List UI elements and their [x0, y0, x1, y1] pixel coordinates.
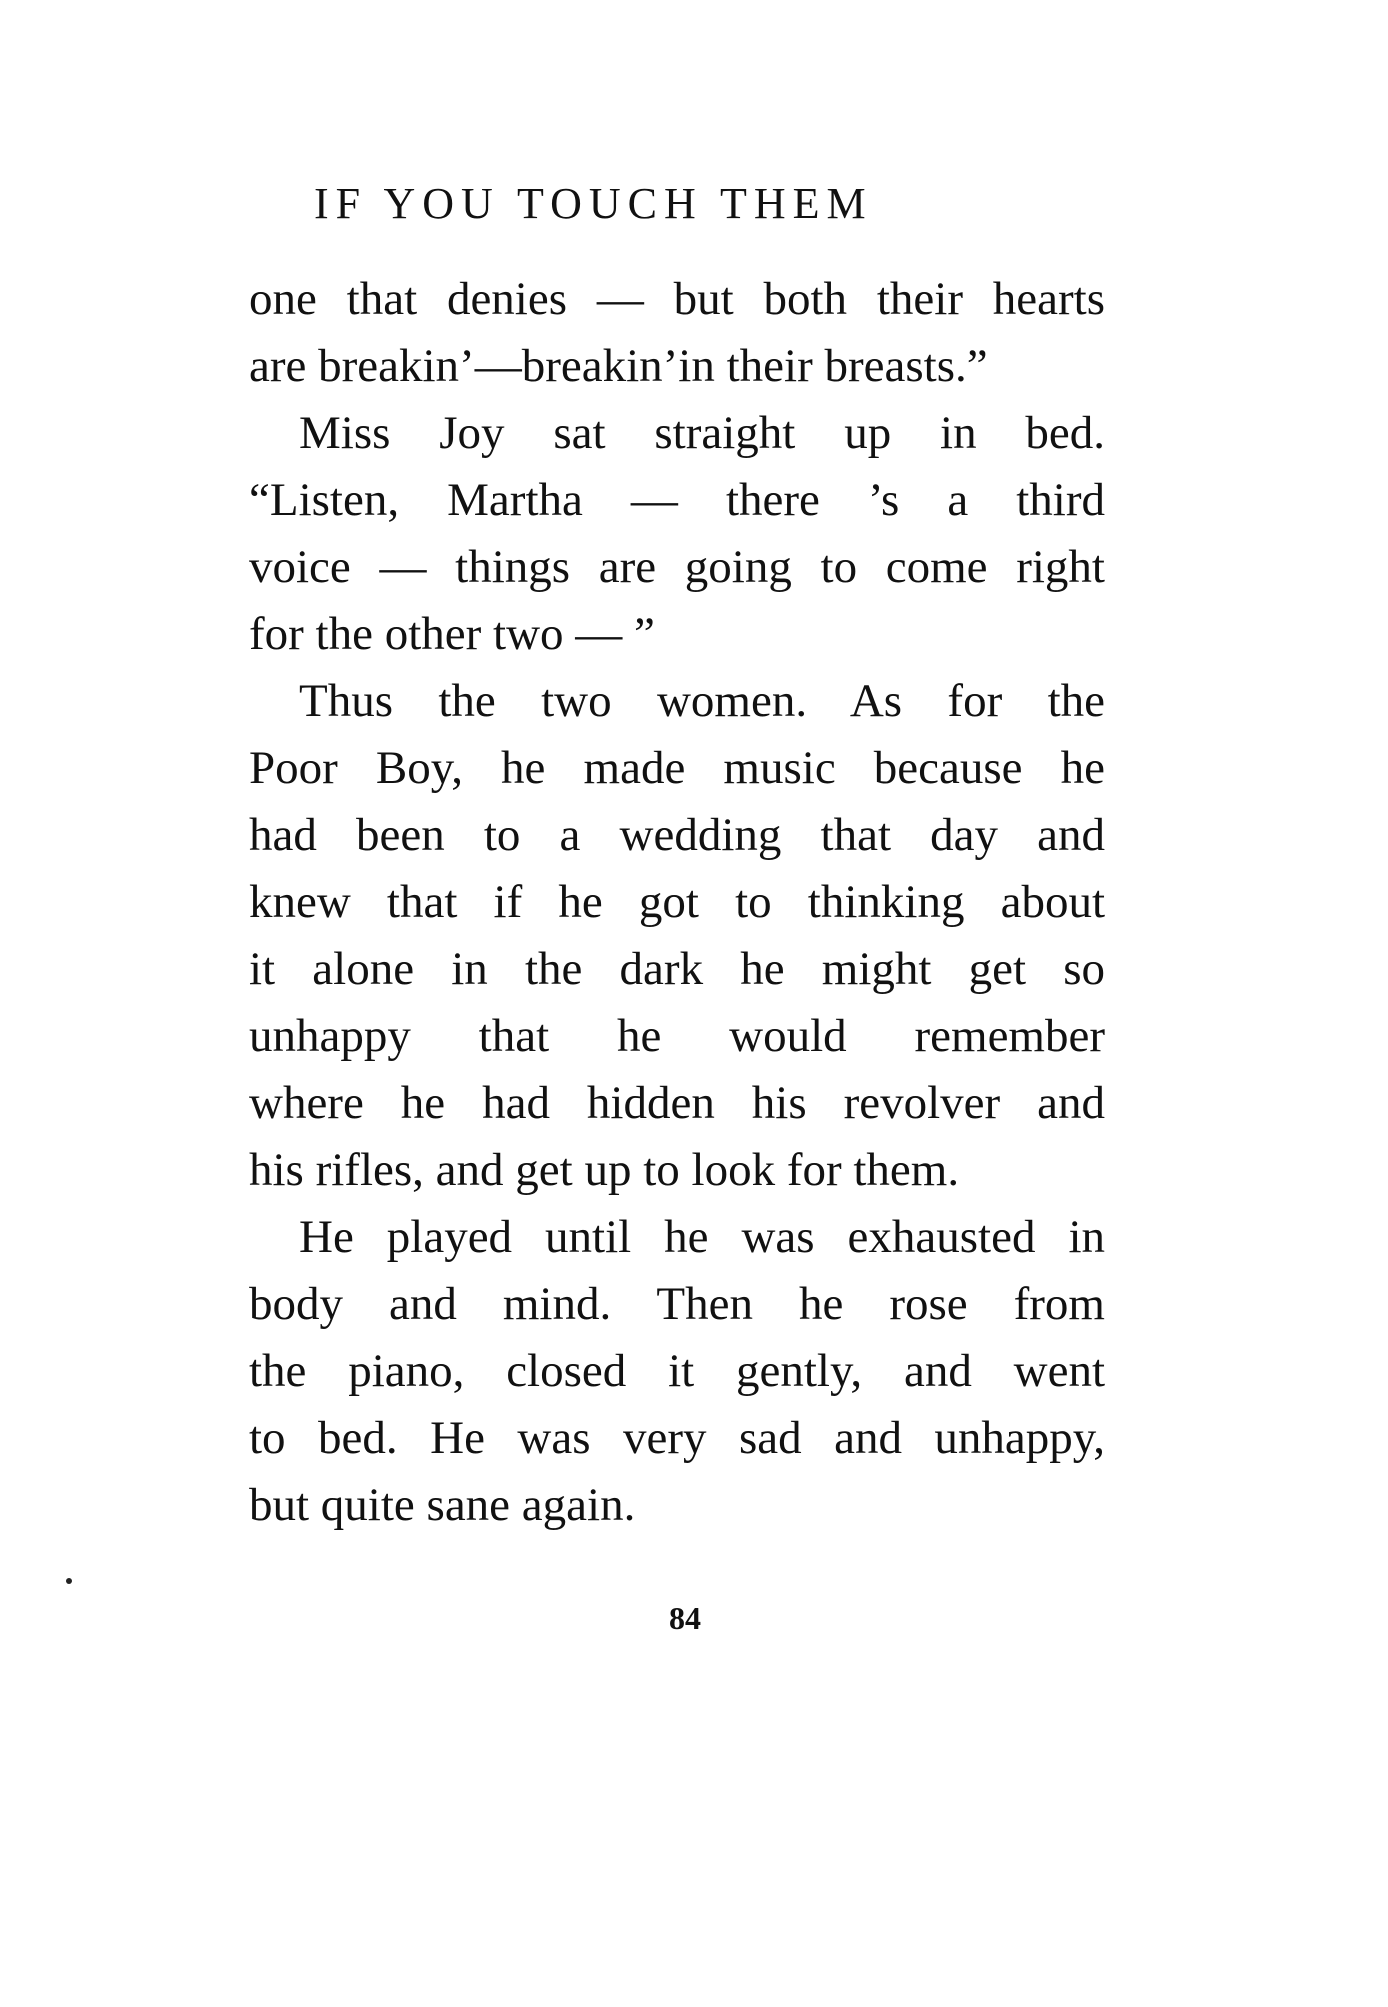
running-head: IF YOU TOUCH THEM	[314, 179, 873, 228]
text-line: Miss Joy sat straight up in bed.	[299, 407, 1105, 459]
text-line: Poor Boy, he made music because he	[249, 742, 1105, 794]
text-line: are breakin’—breakin’in their breasts.”	[249, 340, 988, 392]
text-line: where he had hidden his revolver and	[249, 1077, 1105, 1129]
text-line: voice — things are going to come right	[249, 541, 1105, 593]
text-line: unhappy that he would remember	[249, 1010, 1105, 1062]
body-text	[249, 266, 1105, 1539]
text-line: but quite sane again.	[249, 1479, 636, 1531]
text-line: He played until he was exhausted in	[299, 1211, 1105, 1263]
text-line: body and mind. Then he rose from	[249, 1278, 1105, 1330]
text-line: had been to a wedding that day and	[249, 809, 1105, 861]
text-line: his rifles, and get up to look for them.	[249, 1144, 960, 1196]
text-line: the piano, closed it gently, and went	[249, 1345, 1105, 1397]
text-line: to bed. He was very sad and unhappy,	[249, 1412, 1105, 1464]
print-speck	[66, 1578, 72, 1584]
text-line: Thus the two women. As for the	[299, 675, 1105, 727]
text-line: it alone in the dark he might get so	[249, 943, 1105, 995]
text-line: “Listen, Martha — there ’s a third	[249, 474, 1105, 526]
text-line: knew that if he got to thinking about	[249, 876, 1105, 928]
text-line: one that denies — but both their hearts	[249, 273, 1105, 325]
text-line: for the other two — ”	[249, 608, 655, 660]
page-number: 84	[669, 1600, 701, 1636]
